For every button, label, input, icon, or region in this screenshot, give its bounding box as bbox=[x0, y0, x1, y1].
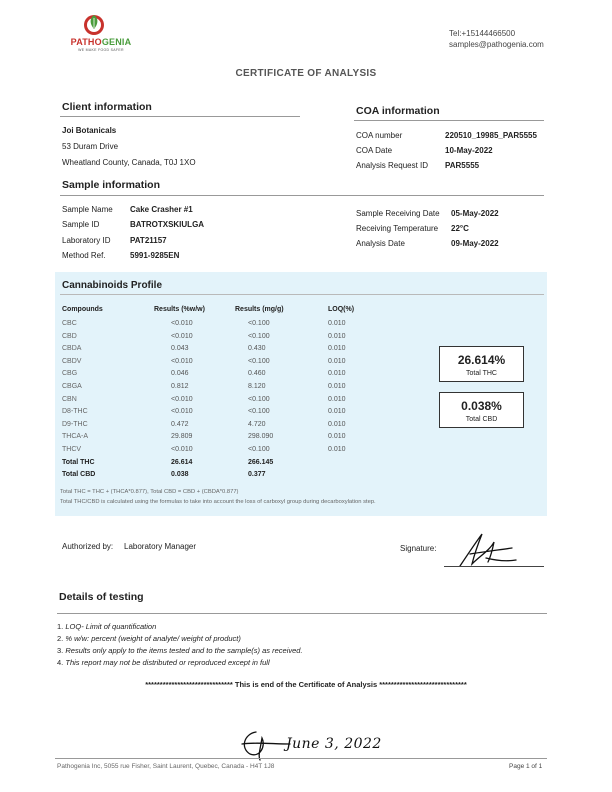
mg-cell: <0.100 bbox=[248, 332, 270, 340]
total-row bbox=[60, 459, 380, 471]
loq-cell: 0.010 bbox=[328, 433, 346, 441]
mg-cell: <0.100 bbox=[248, 395, 270, 403]
total-cbd-value: 0.038% bbox=[461, 399, 502, 413]
formula-note: Total THC = THC + (THCA*0.877), Total CBD = CBD + (CBDA*0.877) bbox=[60, 489, 239, 495]
client-address-2: Wheatland County, Canada, T0J 1XO bbox=[62, 158, 196, 167]
compound-cell: CBDA bbox=[62, 345, 82, 353]
pct-cell: <0.010 bbox=[171, 395, 193, 403]
total-thc-value: 26.614% bbox=[457, 353, 506, 367]
mg-cell: 4.720 bbox=[248, 420, 266, 428]
table-row bbox=[60, 370, 380, 382]
receiving-temperature-label: Receiving Temperature bbox=[356, 224, 439, 233]
sample-name-label: Sample Name bbox=[62, 205, 113, 214]
compound-cell: CBN bbox=[62, 395, 77, 403]
mg-cell: 266.145 bbox=[248, 458, 274, 466]
pct-cell: 0.038 bbox=[171, 471, 189, 479]
pct-cell: <0.010 bbox=[171, 446, 193, 453]
details-heading: Details of testing bbox=[59, 591, 144, 603]
loq-cell: 0.010 bbox=[328, 370, 346, 378]
leaf-drop-icon bbox=[83, 12, 105, 36]
sample-name-value: Cake Crasher #1 bbox=[130, 205, 193, 214]
total-row bbox=[60, 471, 380, 483]
mg-cell: 0.460 bbox=[248, 370, 266, 378]
loq-cell: 0.010 bbox=[328, 383, 346, 390]
pct-cell: 0.812 bbox=[171, 383, 189, 390]
compound-cell: CBG bbox=[62, 370, 78, 378]
compound-cell: THCV bbox=[62, 446, 82, 453]
sample-info-rule bbox=[60, 195, 544, 196]
analysis-request-value: PAR5555 bbox=[445, 161, 480, 170]
loq-cell: 0.010 bbox=[328, 320, 346, 327]
detail-item-3: 3. Results only apply to the items tested and to the sample(s) as received. bbox=[57, 646, 303, 655]
table-row bbox=[60, 421, 380, 433]
pct-cell: <0.010 bbox=[171, 332, 193, 340]
loq-cell: 0.010 bbox=[328, 446, 346, 453]
method-ref-value: 5991-9285EN bbox=[130, 251, 180, 260]
mg-cell: <0.100 bbox=[248, 357, 270, 365]
pct-cell: 0.472 bbox=[171, 420, 189, 428]
authorized-by-label: Authorized by: bbox=[62, 542, 114, 551]
contact-block bbox=[449, 28, 544, 50]
coa-number-label: COA number bbox=[356, 131, 403, 140]
coa-number-value: 220510_19985_PAR5555 bbox=[445, 131, 537, 140]
detail-item-4: 4. This report may not be distributed or reproduced except in full bbox=[57, 658, 270, 667]
pct-cell: <0.010 bbox=[171, 357, 193, 365]
sample-info-heading: Sample information bbox=[62, 179, 161, 191]
laboratory-id-label: Laboratory ID bbox=[62, 236, 111, 245]
table-row bbox=[60, 433, 380, 445]
compound-cell: CBC bbox=[62, 320, 77, 327]
end-of-certificate-text: ****************************** This is end of the Certificate of Analysis ****************************** bbox=[145, 680, 467, 689]
compound-cell: CBD bbox=[62, 332, 77, 340]
pct-cell: 29.809 bbox=[171, 433, 193, 441]
logo-wordmark: PATHOGENIA bbox=[70, 37, 132, 47]
mg-cell: <0.100 bbox=[248, 408, 270, 416]
total-cbd-label: Total CBD bbox=[465, 416, 498, 423]
client-address-1: 53 Duram Drive bbox=[62, 142, 119, 151]
handwritten-date: June 3, 2022 bbox=[286, 736, 382, 752]
coa-info-heading: COA information bbox=[356, 105, 440, 117]
compound-cell: CBGA bbox=[62, 383, 82, 390]
client-name: Joi Botanicals bbox=[62, 126, 117, 135]
method-ref-label: Method Ref. bbox=[62, 251, 106, 260]
compound-cell: CBDV bbox=[62, 357, 82, 365]
col-header-pct: Results (%w/w) bbox=[154, 306, 205, 313]
cannabinoids-heading: Cannabinoids Profile bbox=[62, 280, 163, 291]
laboratory-id-value: PAT21157 bbox=[130, 236, 167, 245]
receiving-temperature-value: 22°C bbox=[451, 224, 469, 233]
mg-cell: 0.430 bbox=[248, 345, 266, 353]
mg-cell: 0.377 bbox=[248, 471, 266, 479]
compound-cell: D8-THC bbox=[62, 408, 88, 416]
total-thc-box bbox=[439, 346, 524, 382]
table-row bbox=[60, 358, 380, 370]
footer-rule bbox=[55, 758, 547, 759]
loq-cell: 0.010 bbox=[328, 395, 346, 403]
receiving-date-value: 05-May-2022 bbox=[451, 209, 499, 218]
compound-cell: Total CBD bbox=[62, 471, 96, 479]
signature-label: Signature: bbox=[400, 544, 437, 553]
email-text: samples@pathogenia.com bbox=[449, 40, 544, 49]
total-thc-label: Total THC bbox=[466, 370, 497, 377]
sample-id-value: BATROTXSKIULGA bbox=[130, 220, 205, 229]
loq-cell: 0.010 bbox=[328, 345, 346, 353]
col-header-compounds: Compounds bbox=[62, 306, 103, 313]
calculation-note: Total THC/CBD is calculated using the formulas to take into account the loss of carboxyl group during decarboxylation step. bbox=[60, 499, 376, 505]
footer-address: Pathogenia Inc, 5055 rue Fisher, Saint Laurent, Quebec, Canada - H4T 1J8 bbox=[57, 763, 275, 770]
document-title: CERTIFICATE OF ANALYSIS bbox=[235, 68, 377, 79]
authorized-by-value: Laboratory Manager bbox=[124, 542, 197, 551]
mg-cell: <0.100 bbox=[248, 446, 270, 453]
pathogenia-logo bbox=[56, 12, 146, 54]
compound-cell: D9-THC bbox=[62, 420, 88, 428]
analysis-request-label: Analysis Request ID bbox=[356, 161, 429, 170]
loq-cell: 0.010 bbox=[328, 408, 346, 416]
loq-cell: 0.010 bbox=[328, 420, 346, 428]
analysis-date-value: 09-May-2022 bbox=[451, 239, 499, 248]
pct-cell: <0.010 bbox=[171, 320, 193, 327]
compound-cell: THCA-A bbox=[62, 433, 89, 441]
coa-info-rule bbox=[354, 120, 544, 121]
coa-date-value: 10-May-2022 bbox=[445, 146, 493, 155]
total-cbd-box bbox=[439, 392, 524, 428]
detail-item-2: 2. % w/w: percent (weight of analyte/ weight of product) bbox=[57, 634, 241, 643]
loq-cell: 0.010 bbox=[328, 332, 346, 340]
client-info-heading: Client information bbox=[62, 101, 152, 113]
table-row bbox=[60, 396, 380, 408]
table-row bbox=[60, 408, 380, 420]
detail-item-1: 1. LOQ- Limit of quantification bbox=[57, 622, 157, 631]
phone-text: Tel:+15144466500 bbox=[449, 29, 516, 38]
analysis-date-label: Analysis Date bbox=[356, 239, 405, 248]
loq-cell: 0.010 bbox=[328, 357, 346, 365]
table-row bbox=[60, 345, 380, 357]
table-row bbox=[60, 333, 380, 345]
mg-cell: <0.100 bbox=[248, 320, 270, 327]
pct-cell: 0.046 bbox=[171, 370, 189, 378]
col-header-loq: LOQ(%) bbox=[328, 306, 355, 313]
mg-cell: 8.120 bbox=[248, 383, 266, 390]
pct-cell: 0.043 bbox=[171, 345, 189, 353]
page-number: Page 1 of 1 bbox=[509, 763, 543, 770]
cannabinoids-rule bbox=[60, 294, 544, 295]
receiving-date-label: Sample Receiving Date bbox=[356, 209, 440, 218]
table-row bbox=[60, 320, 380, 332]
pct-cell: <0.010 bbox=[171, 408, 193, 416]
signature-scribble bbox=[446, 530, 546, 570]
mg-cell: 298.090 bbox=[248, 433, 274, 441]
table-row bbox=[60, 383, 380, 395]
compound-cell: Total THC bbox=[62, 458, 95, 466]
coa-date-label: COA Date bbox=[356, 146, 393, 155]
col-header-mg: Results (mg/g) bbox=[235, 306, 284, 313]
client-info-rule bbox=[60, 116, 300, 117]
details-rule bbox=[57, 613, 547, 614]
signature-line bbox=[444, 566, 544, 567]
logo-tagline: WE MAKE FOOD SAFER bbox=[78, 48, 124, 52]
handwritten-initials bbox=[234, 726, 294, 762]
pct-cell: 26.614 bbox=[171, 458, 193, 466]
sample-id-label: Sample ID bbox=[62, 220, 100, 229]
table-row bbox=[60, 446, 380, 458]
